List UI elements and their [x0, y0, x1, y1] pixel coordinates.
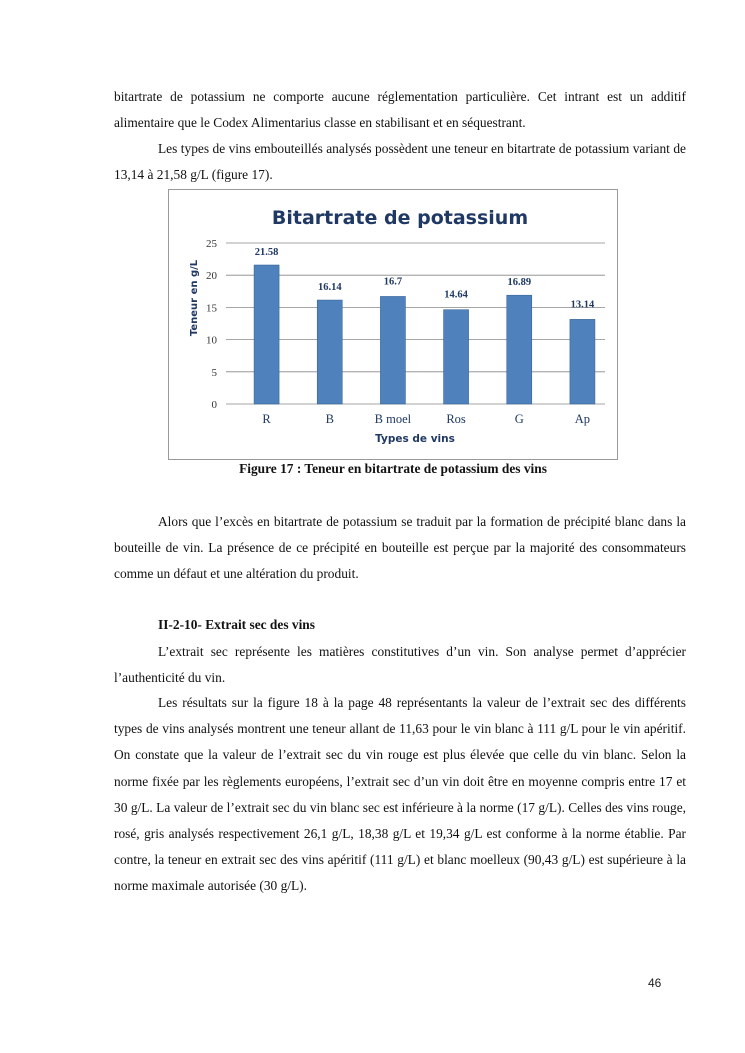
bar-b-moel [380, 296, 405, 404]
paragraph-5-text: Les résultats sur la figure 18 à la page 48 représentants la valeur de l’extrait sec des différents types de vins analysés montrent une teneur allant de 11,63 pour le vin blanc à 111 g/L pour le vin apéritif. On constate que la valeur de l’extrait sec du vin rouge est plus élevée que celle du vin blanc. Selon la norme fixée par les règlements européens, l’extrait sec d’un vin doit être en moyenne compris entre 17 et 30 g/L. La valeur de l’extrait sec du vin blanc sec est inférieure à la norme (17 g/L). Celles des vins rouge, rosé, gris analysés respectivement 26,1 g/L, 18,38 g/L et 19,34 g/L est conforme à la norme établie. Par contre, la teneur en extrait sec des vins apéritif (111 g/L) et blanc moelleux (90,43 g/L) est supérieure à la norme maximale autorisée (30 g/L). [114, 695, 686, 894]
x-tick-label: Ap [574, 412, 591, 426]
bar-r [254, 265, 279, 404]
page-number: 46 [648, 976, 662, 990]
data-label: 16.89 [507, 277, 532, 289]
bar-g [507, 295, 532, 404]
gridlines [226, 243, 605, 404]
paragraph-5 [114, 690, 686, 900]
y-axis-label: Teneur en g/L [189, 259, 200, 337]
figure-17-chart [168, 189, 618, 460]
paragraph-3-text: Alors que l’excès en bitartrate de potassium se traduit par la formation de précipité blanc dans la bouteille de vin. La présence de ce précipité en bouteille est perçue par la majorité des consommateurs comme un défaut et une altération du produit. [114, 514, 686, 582]
bar-chart-svg [169, 190, 619, 461]
paragraph-2 [114, 136, 686, 188]
x-tick-label: B moel [374, 412, 412, 426]
x-tick-label: B [325, 412, 334, 426]
y-tick-label: 5 [211, 366, 217, 379]
paragraph-4-text: L’extrait sec représente les matières constitutives d’un vin. Son analyse permet d’apprécier l’authenticité du vin. [114, 644, 686, 686]
chart-title: Bitartrate de potassium [271, 207, 529, 229]
data-label: 21.58 [254, 247, 279, 259]
data-label: 13.14 [570, 299, 595, 311]
y-axis-ticks [206, 238, 218, 411]
x-tick-label: Ros [446, 412, 466, 426]
paragraph-2-text: Les types de vins embouteillés analysés possèdent une teneur en bitartrate de potassium variant de 13,14 à 21,58 g/L (figure 17). [114, 141, 686, 183]
x-axis-ticks [262, 412, 590, 426]
figure-caption: Figure 17 : Teneur en bitartrate de potassium des vins [239, 461, 547, 476]
y-tick-label: 25 [206, 238, 217, 250]
bar-b [317, 300, 342, 404]
data-label: 14.64 [444, 289, 468, 301]
y-tick-label: 0 [211, 399, 217, 411]
y-tick-label: 15 [206, 302, 217, 315]
bars [254, 265, 595, 404]
x-tick-label: G [514, 412, 524, 426]
x-tick-label: R [262, 412, 271, 426]
data-labels [255, 247, 595, 310]
paragraph-3 [114, 509, 686, 588]
x-axis-label: Types de vins [375, 433, 455, 445]
y-tick-label: 10 [206, 334, 217, 347]
data-label: 16.14 [317, 282, 342, 294]
section-heading: II-2-10- Extrait sec des vins [158, 617, 315, 632]
bar-ap [570, 319, 595, 404]
paragraph-4 [114, 639, 686, 691]
y-tick-label: 20 [206, 270, 217, 283]
paragraph-1: bitartrate de potassium ne comporte aucune réglementation particulière. Cet intrant est un additif alimentaire que le Codex Alimentarius classe en stabilisant et en séquestrant. [114, 89, 686, 131]
data-label: 16.7 [383, 276, 403, 288]
bar-ros [444, 310, 469, 404]
